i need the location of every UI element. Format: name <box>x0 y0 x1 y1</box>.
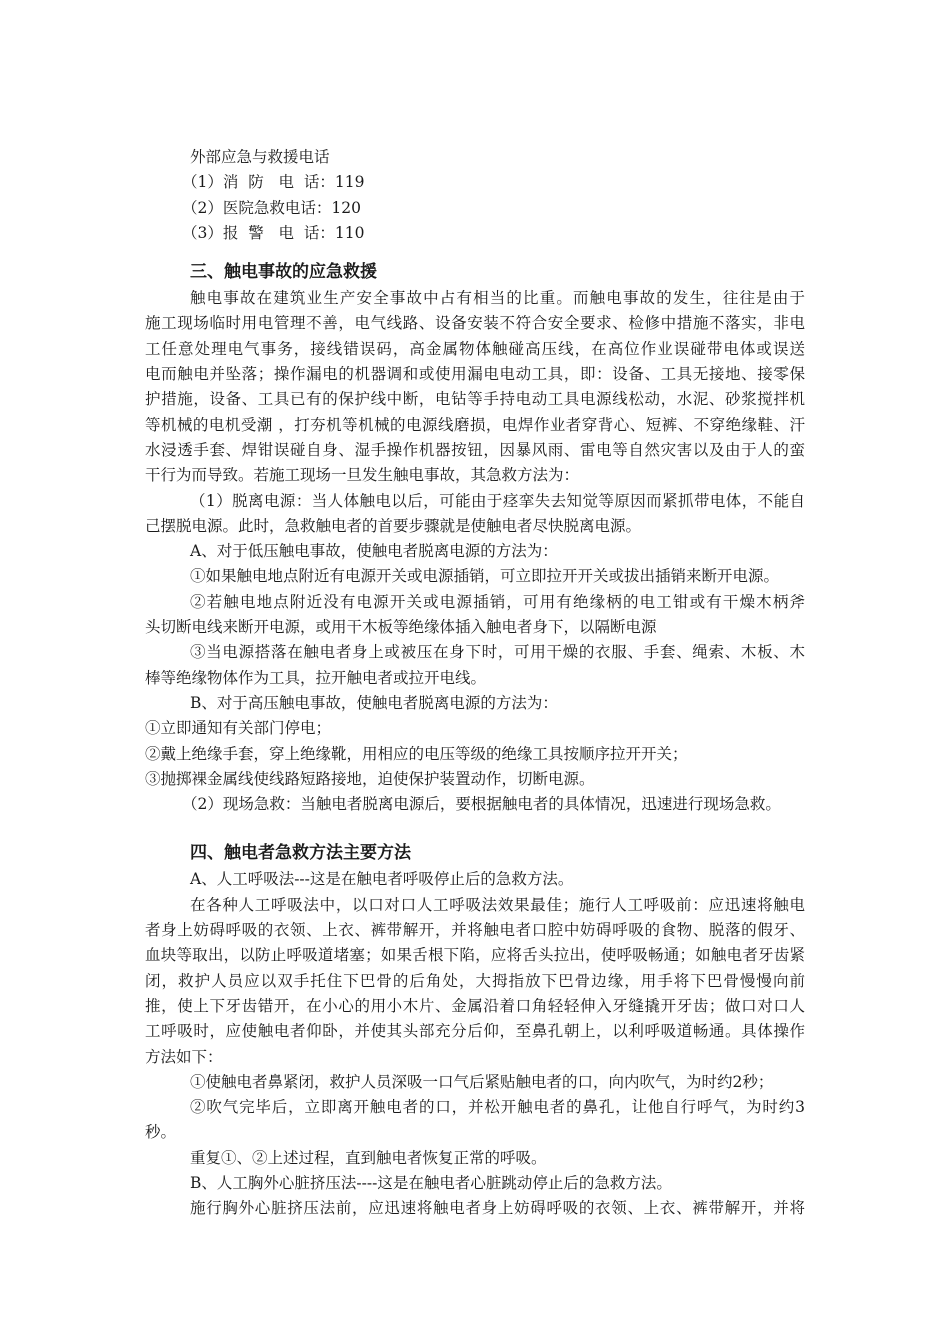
text-line: ②吹气完毕后，立即离开触电者的口，并松开触电者的鼻孔，让他自行呼气，为时约3 <box>190 1098 805 1117</box>
emergency-phones-title: 外部应急与救援电话 <box>190 148 330 166</box>
low-voltage-item-3 <box>145 640 805 691</box>
respiration-step-2 <box>145 1095 805 1146</box>
text-line: 棒等绝缘物体作为工具，拉开触电者或拉开电线。 <box>145 668 487 687</box>
document-body <box>145 145 805 1222</box>
text-line: 血块等取出，以防止呼吸道堵塞；如果舌根下陷，应将舌头拉出，使呼吸畅通；如触电者牙齿紧 <box>145 946 805 965</box>
high-voltage-item-2: ②戴上绝缘手套，穿上绝缘靴，用相应的电压等级的绝缘工具按顺序拉开开关； <box>145 744 688 763</box>
text-line: 推，使上下牙齿错开，在小心的用小木片、金属沿着口角轻轻伸入牙缝撬开牙齿；做口对口人 <box>145 996 805 1015</box>
text-line: 闭，救护人员应以双手托住下巴骨的后角处，大拇指放下巴骨边缘，用手将下巴骨慢慢向前 <box>145 971 805 990</box>
phone-fire: （1）消 防 电 话：119 <box>182 173 365 192</box>
text-line: 工呼吸时，应使触电者仰卧，并使其头部充分后仰，至鼻孔朝上，以利呼吸道畅通。具体操作 <box>145 1022 805 1041</box>
high-voltage-title: B、对于高压触电事故，使触电者脱离电源的方法为： <box>190 693 558 712</box>
text-line: 电而触电并坠落；操作漏电的机器调和或使用漏电电动工具，即：设备、工具无接地、接零保 <box>145 365 805 384</box>
section3-step1 <box>145 489 805 540</box>
text-line: 者身上妨碍呼吸的衣领、上衣、裤带解开，并将触电者口腔中妨碍呼吸的食物、脱落的假牙、 <box>145 921 805 940</box>
section3-heading: 三、触电事故的应急救援 <box>190 262 377 283</box>
respiration-repeat: 重复①、②上述过程，直到触电者恢复正常的呼吸。 <box>190 1148 547 1167</box>
artificial-respiration-title: A、人工呼吸法---这是在触电者呼吸停止后的急救方法。 <box>190 870 574 889</box>
text-line: 水浸透手套、焊钳误碰自身、湿手操作机器按钮，因暴风雨、雷电等自然灾害以及由于人的蛮 <box>145 440 805 459</box>
text-line: 工任意处理电气事务，接线错误码，高金属物体触碰高压线，在高位作业误碰带电体或误送 <box>145 339 805 358</box>
low-voltage-item-1: ①如果触电地点附近有电源开关或电源插销，可立即拉开开关或拔出插销来断开电源。 <box>190 567 780 586</box>
text-line: 己摆脱电源。此时，急救触电者的首要步骤就是使触电者尽快脱离电源。 <box>145 516 642 535</box>
high-voltage-item-3: ③抛掷裸金属线使线路短路接地，迫使保护装置动作，切断电源。 <box>145 769 595 788</box>
text-line: 头切断电线来断开电源，或用干木板等绝缘体插入触电者身下，以隔断电源 <box>145 618 657 637</box>
respiration-step-1: ①使触电者鼻紧闭，救护人员深吸一口气后紧贴触电者的口，向内吹气，为时约2秒； <box>190 1072 774 1091</box>
text-line: 施工现场临时用电管理不善，电气线路、设备安装不符合安全要求、检修中措施不落实，非电 <box>145 314 805 333</box>
text-line: 等机械的电机受潮 ，打夯机等机械的电源线磨损，电焊作业者穿背心、短裤、不穿绝缘鞋、汗 <box>145 415 805 434</box>
text-line: 护措施，设备、工具已有的保护线中断，电钻等手持电动工具电源线松动，水泥、砂浆搅拌机 <box>145 390 805 409</box>
text-line: 干行为而导致。若施工现场一旦发生触电事故，其急救方法为： <box>145 466 580 485</box>
text-line: 秒。 <box>145 1123 177 1142</box>
low-voltage-title: A、对于低压触电事故，使触电者脱离电源的方法为： <box>190 542 558 561</box>
phone-police: （3）报 警 电 话：110 <box>182 223 365 242</box>
chest-compression-body: 施行胸外心脏挤压法前，应迅速将触电者身上妨碍呼吸的衣领、上衣、裤带解开，并将 <box>190 1199 805 1218</box>
section4-heading: 四、触电者急救方法主要方法 <box>190 843 411 864</box>
text-line: ②若触电地点附近没有电源开关或电源插销，可用有绝缘柄的电工钳或有干燥木柄斧 <box>190 592 805 611</box>
artificial-respiration-body <box>145 893 805 1070</box>
text-line: ③当电源搭落在触电者身上或被压在身下时，可用干燥的衣服、手套、绳索、木板、木 <box>190 643 805 662</box>
text-line: （1）脱离电源：当人体触电以后，可能由于痉挛失去知觉等原因而紧抓带电体，不能自 <box>190 491 805 510</box>
low-voltage-item-2 <box>145 590 805 641</box>
section3-intro <box>145 286 805 488</box>
high-voltage-item-1: ①立即通知有关部门停电； <box>145 719 332 738</box>
text-line: 在各种人工呼吸法中，以口对口人工呼吸法效果最佳；施行人工呼吸前：应迅速将触电 <box>190 895 805 914</box>
text-line: 触电事故在建筑业生产安全事故中占有相当的比重。而触电事故的发生，往往是由于 <box>190 289 805 308</box>
phone-hospital: （2）医院急救电话：120 <box>182 198 361 217</box>
chest-compression-title: B、人工胸外心脏挤压法----这是在触电者心脏跳动停止后的急救方法。 <box>190 1173 672 1192</box>
text-line: 方法如下： <box>145 1047 223 1066</box>
section3-step2: （2）现场急救：当触电者脱离电源后，要根据触电者的具体情况，迅速进行现场急救。 <box>182 795 781 814</box>
